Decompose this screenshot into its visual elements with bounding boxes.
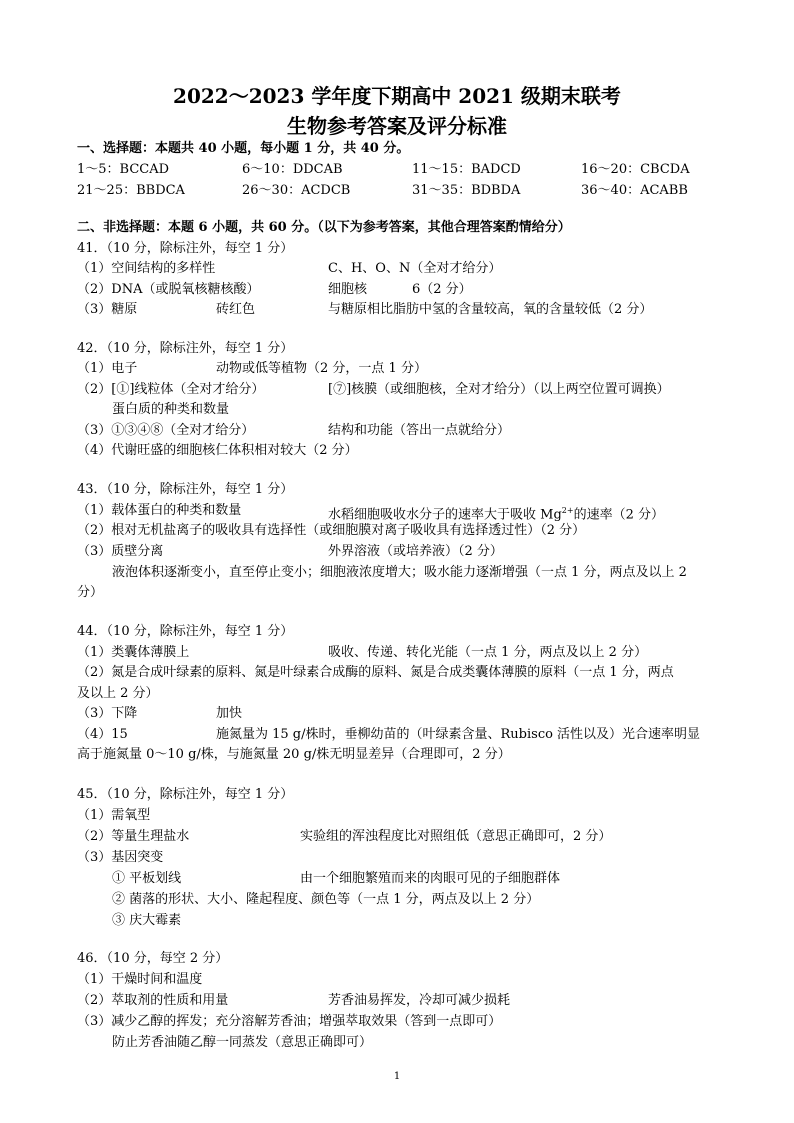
q44-answer: 吸收、传递、转化光能（一点 1 分，两点及以上 2 分） xyxy=(328,645,648,660)
q46-answer: 芳香油易挥发，冷却可减少损耗 xyxy=(328,993,511,1008)
part2-heading: 二、非选择题：本题 6 小题，共 60 分。（以下为参考答案，其他合理答案酌情给分） xyxy=(77,220,571,235)
q42-answer: （1）电子 xyxy=(77,361,138,376)
q44-answer: （1）类囊体薄膜上 xyxy=(77,645,190,660)
q46-answer: （3）减少乙醇的挥发；充分溶解芳香油；增强萃取效果（答到一点即可） xyxy=(77,1014,502,1029)
q42-answer: （3）①③④⑧（全对才给分） xyxy=(77,423,255,438)
q45-answer: 实验组的浑浊程度比对照组低（意思正确即可，2 分） xyxy=(300,829,612,844)
q44-answer: 加快 xyxy=(216,706,243,721)
q41-answer: （3）糖原 xyxy=(77,302,138,317)
answer-group: 16～20：CBCDA xyxy=(581,162,690,177)
q44-answer: （4）15 xyxy=(77,727,128,742)
q41-answer: （1）空间结构的多样性 xyxy=(77,261,216,276)
superscript: 2+ xyxy=(561,506,574,515)
q43-answer-text: 的速率（2 分） xyxy=(573,507,664,523)
q41-answer: 砖红色 xyxy=(216,302,256,317)
q43-answer: （2）根对无机盐离子的吸收具有选择性（或细胞膜对离子吸收具有选择透过性）（2 分） xyxy=(77,523,586,538)
q46-answer: 防止芳香油随乙醇一同蒸发（意思正确即可） xyxy=(112,1035,373,1050)
q44-answer: 及以上 2 分） xyxy=(77,686,159,701)
q42-answer: 结构和功能（答出一点就给分） xyxy=(328,423,511,438)
q41-answer: 细胞核 xyxy=(328,282,368,297)
answer-group: 26～30：ACDCB xyxy=(242,183,351,198)
q43-answer: （1）载体蛋白的种类和数量 xyxy=(77,503,242,518)
q42-heading: 42．（10 分，除标注外，每空 1 分） xyxy=(77,341,294,356)
q41-answer: C、H、O、N（全对才给分） xyxy=(328,261,502,276)
q41-heading: 41．（10 分，除标注外，每空 1 分） xyxy=(77,241,294,256)
q42-answer: （2）[①]线粒体（全对才给分） xyxy=(77,382,265,397)
q43-answer: （3）质壁分离 xyxy=(77,544,164,559)
q45-answer: ① 平板划线 xyxy=(112,871,182,886)
q41-answer: 6（2 分） xyxy=(412,282,472,297)
q46-heading: 46．（10 分，每空 2 分） xyxy=(77,951,229,966)
q41-answer: 与糖原相比脂肪中氢的含量较高，氧的含量较低（2 分） xyxy=(328,302,653,317)
q41-answer: （2）DNA（或脱氧核糖核酸） xyxy=(77,282,260,297)
answer-group: 1～5：BCCAD xyxy=(77,162,170,177)
answer-group: 21～25：BBDCA xyxy=(77,183,185,198)
q43-answer: 外界溶液（或培养液）（2 分） xyxy=(328,544,503,559)
q44-heading: 44．（10 分，除标注外，每空 1 分） xyxy=(77,624,294,639)
answer-group: 11～15：BADCD xyxy=(412,162,521,177)
q44-answer: 高于施氮量 0～10 g/株，与施氮量 20 g/株无明显差异（合理即可，2 分） xyxy=(77,747,511,762)
q45-answer: ② 菌落的形状、大小、隆起程度、颜色等（一点 1 分，两点及以上 2 分） xyxy=(112,892,540,907)
q42-answer: 动物或低等植物（2 分，一点 1 分） xyxy=(216,361,427,376)
q43-answer-text: 水稻细胞吸收水分子的速率大于吸收 Mg xyxy=(328,507,562,523)
part1-heading: 一、选择题：本题共 40 小题，每小题 1 分，共 40 分。 xyxy=(77,141,410,156)
exam-title: 2022～2023 学年度下期高中 2021 级期末联考 xyxy=(173,84,621,108)
q45-answer: （3）基因突变 xyxy=(77,850,164,865)
q45-heading: 45．（10 分，除标注外，每空 1 分） xyxy=(77,787,294,802)
q45-answer: ③ 庆大霉素 xyxy=(112,913,182,928)
q42-answer: （4）代谢旺盛的细胞核仁体积相对较大（2 分） xyxy=(77,443,358,458)
q45-answer: （2）等量生理盐水 xyxy=(77,829,190,844)
q46-answer: （1）干燥时间和温度 xyxy=(77,972,203,987)
q44-answer: （3）下降 xyxy=(77,706,138,721)
q43-heading: 43．（10 分，除标注外，每空 1 分） xyxy=(77,482,294,497)
q42-answer: 蛋白质的种类和数量 xyxy=(112,402,230,417)
answer-group: 31～35：BDBDA xyxy=(412,183,521,198)
q43-answer: 分） xyxy=(77,585,104,600)
q42-answer: [⑦]核膜（或细胞核，全对才给分）（以上两空位置可调换） xyxy=(328,382,670,397)
q44-answer: （2）氮是合成叶绿素的原料、氮是叶绿素合成酶的原料、氮是合成类囊体薄膜的原料（一点 1 分，两点 xyxy=(77,665,674,680)
q46-answer: （2）萃取剂的性质和用量 xyxy=(77,993,229,1008)
q43-answer: 液泡体积逐渐变小，直至停止变小；细胞液浓度增大；吸水能力逐渐增强（一点 1 分，两点及以上 2 xyxy=(112,565,687,580)
answer-group: 36～40：ACABB xyxy=(581,183,688,198)
q44-answer: 施氮量为 15 g/株时，垂柳幼苗的（叶绿素含量、Rubisco 活性以及）光合速率明显 xyxy=(216,727,701,742)
exam-subtitle: 生物参考答案及评分标准 xyxy=(287,114,507,138)
q45-answer: 由一个细胞繁殖而来的肉眼可见的子细胞群体 xyxy=(300,871,561,886)
answer-group: 6～10：DDCAB xyxy=(242,162,343,177)
q45-answer: （1）需氧型 xyxy=(77,808,151,823)
page-number: 1 xyxy=(393,1071,401,1082)
